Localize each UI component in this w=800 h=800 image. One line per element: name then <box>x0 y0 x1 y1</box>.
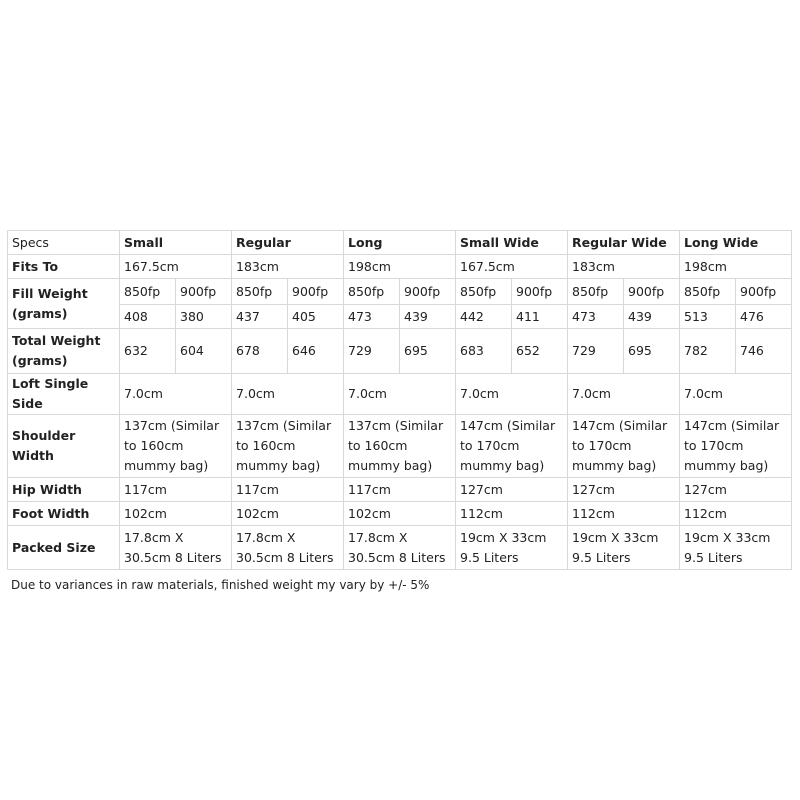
fill-weight-cell: 473 <box>344 305 400 329</box>
foot-width-cell: 112cm <box>456 502 568 526</box>
packed-size-cell: 19cm X 33cm 9.5 Liters <box>680 526 792 570</box>
fill-weight-cell: 473 <box>568 305 624 329</box>
fill-power-cell: 900fp <box>176 279 232 305</box>
total-weight-cell: 746 <box>736 329 792 374</box>
size-header-regular: Regular <box>232 231 344 255</box>
fill-weight-cell: 437 <box>232 305 288 329</box>
foot-width-cell: 102cm <box>344 502 456 526</box>
hip-width-cell: 117cm <box>344 478 456 502</box>
hip-width-row <box>8 478 792 502</box>
total-weight-cell: 678 <box>232 329 288 374</box>
hip-width-cell: 117cm <box>120 478 232 502</box>
header-row <box>8 231 792 255</box>
foot-width-cell: 112cm <box>680 502 792 526</box>
shoulder-width-label: Shoulder Width <box>8 415 120 478</box>
foot-width-cell: 112cm <box>568 502 680 526</box>
loft-cell: 7.0cm <box>680 374 792 415</box>
foot-width-cell: 102cm <box>232 502 344 526</box>
hip-width-cell: 117cm <box>232 478 344 502</box>
foot-width-cell: 102cm <box>120 502 232 526</box>
total-weight-cell: 695 <box>400 329 456 374</box>
shoulder-width-cell: 137cm (Similar to 160cm mummy bag) <box>232 415 344 478</box>
shoulder-width-cell: 147cm (Similar to 170cm mummy bag) <box>456 415 568 478</box>
size-header-small-wide: Small Wide <box>456 231 568 255</box>
fits-to-cell: 198cm <box>344 255 456 279</box>
fill-power-cell: 900fp <box>512 279 568 305</box>
loft-cell: 7.0cm <box>568 374 680 415</box>
size-header-long-wide: Long Wide <box>680 231 792 255</box>
loft-cell: 7.0cm <box>232 374 344 415</box>
total-weight-label: Total Weight (grams) <box>8 329 120 374</box>
packed-size-cell: 19cm X 33cm 9.5 Liters <box>456 526 568 570</box>
total-weight-cell: 652 <box>512 329 568 374</box>
total-weight-row <box>8 329 792 374</box>
fits-to-row <box>8 255 792 279</box>
loft-cell: 7.0cm <box>456 374 568 415</box>
fill-weight-cell: 380 <box>176 305 232 329</box>
fits-to-cell: 183cm <box>568 255 680 279</box>
packed-size-cell: 17.8cm X 30.5cm 8 Liters <box>120 526 232 570</box>
loft-row <box>8 374 792 415</box>
total-weight-cell: 632 <box>120 329 176 374</box>
size-header-long: Long <box>344 231 456 255</box>
hip-width-label: Hip Width <box>8 478 120 502</box>
size-header-regular-wide: Regular Wide <box>568 231 680 255</box>
shoulder-width-cell: 147cm (Similar to 170cm mummy bag) <box>680 415 792 478</box>
hip-width-cell: 127cm <box>456 478 568 502</box>
packed-size-row <box>8 526 792 570</box>
fits-to-cell: 167.5cm <box>456 255 568 279</box>
total-weight-cell: 604 <box>176 329 232 374</box>
shoulder-width-cell: 137cm (Similar to 160cm mummy bag) <box>120 415 232 478</box>
shoulder-width-cell: 137cm (Similar to 160cm mummy bag) <box>344 415 456 478</box>
fits-to-cell: 183cm <box>232 255 344 279</box>
fill-weight-cell: 476 <box>736 305 792 329</box>
fits-to-cell: 198cm <box>680 255 792 279</box>
fill-weight-cell: 411 <box>512 305 568 329</box>
fill-power-cell: 850fp <box>232 279 288 305</box>
total-weight-cell: 695 <box>624 329 680 374</box>
fill-weight-row <box>8 305 792 329</box>
fill-weight-cell: 405 <box>288 305 344 329</box>
fill-weight-cell: 408 <box>120 305 176 329</box>
fill-weight-cell: 442 <box>456 305 512 329</box>
fits-to-cell: 167.5cm <box>120 255 232 279</box>
foot-width-row <box>8 502 792 526</box>
packed-size-cell: 17.8cm X 30.5cm 8 Liters <box>232 526 344 570</box>
fill-power-cell: 900fp <box>400 279 456 305</box>
shoulder-width-row <box>8 415 792 478</box>
total-weight-cell: 683 <box>456 329 512 374</box>
packed-size-cell: 17.8cm X 30.5cm 8 Liters <box>344 526 456 570</box>
foot-width-label: Foot Width <box>8 502 120 526</box>
total-weight-cell: 729 <box>568 329 624 374</box>
packed-size-cell: 19cm X 33cm 9.5 Liters <box>568 526 680 570</box>
fill-power-cell: 850fp <box>680 279 736 305</box>
fill-power-cell: 850fp <box>344 279 400 305</box>
loft-cell: 7.0cm <box>344 374 456 415</box>
hip-width-cell: 127cm <box>568 478 680 502</box>
fill-power-cell: 850fp <box>456 279 512 305</box>
weight-variance-footnote: Due to variances in raw materials, finished weight my vary by +/- 5% <box>11 578 430 592</box>
loft-single-side-label: Loft Single Side <box>8 374 120 415</box>
loft-cell: 7.0cm <box>120 374 232 415</box>
specs-corner-label: Specs <box>8 231 120 255</box>
total-weight-cell: 646 <box>288 329 344 374</box>
fill-power-cell: 850fp <box>568 279 624 305</box>
fill-power-cell: 850fp <box>120 279 176 305</box>
hip-width-cell: 127cm <box>680 478 792 502</box>
fill-power-row <box>8 279 792 305</box>
fill-weight-cell: 439 <box>400 305 456 329</box>
fits-to-label: Fits To <box>8 255 120 279</box>
total-weight-cell: 729 <box>344 329 400 374</box>
fill-power-cell: 900fp <box>624 279 680 305</box>
size-header-small: Small <box>120 231 232 255</box>
fill-power-cell: 900fp <box>288 279 344 305</box>
fill-power-cell: 900fp <box>736 279 792 305</box>
fill-weight-label: Fill Weight (grams) <box>8 279 120 329</box>
shoulder-width-cell: 147cm (Similar to 170cm mummy bag) <box>568 415 680 478</box>
spec-table <box>7 230 792 570</box>
total-weight-cell: 782 <box>680 329 736 374</box>
packed-size-label: Packed Size <box>8 526 120 570</box>
fill-weight-cell: 439 <box>624 305 680 329</box>
fill-weight-cell: 513 <box>680 305 736 329</box>
